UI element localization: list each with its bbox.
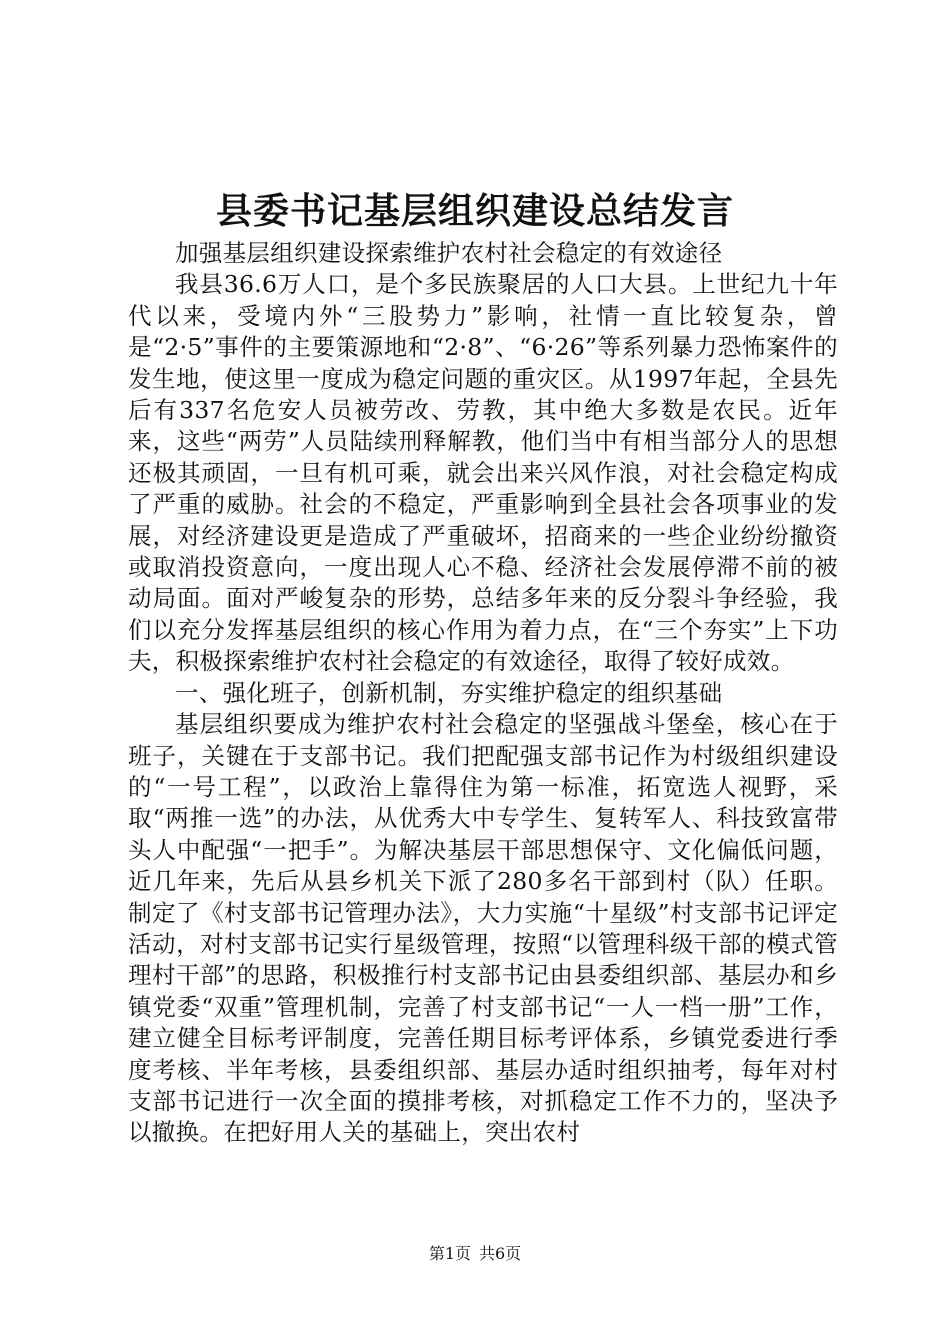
body-paragraph-section-one: 基层组织要成为维护农村社会稳定的坚强战斗堡垒，核心在于班子，关键在于支部书记。我们把配强支部书记作为村级组织建设的“一号工程”，以政治上靠得住为第一标准，拓宽选人视野，采取“两推一选”的办法，从优秀大中专学生、复转军人、科技致富带头人中配强“一把手”。为解决基层干部思想保守、文化偏低问题，近几年来，先后从县乡机关下派了280多名干部到村（队）任职。制定了《村支部书记管理办法》，大力实施“十星级”村支部书记评定活动，对村支部书记实行星级管理，按照“以管理科级干部的模式管理村干部”的思路，积极推行村支部书记由县委组织部、基层办和乡镇党委“双重”管理机制，完善了村支部书记“一人一档一册”工作，建立健全目标考评制度，完善任期目标考评体系，乡镇党委进行季度考核、半年考核，县委组织部、基层办适时组织抽考，每年对村支部书记进行一次全面的摸排考核，对抓稳定工作不力的，坚决予以撤换。在把好用人关的基础上，突出农村 [128, 710, 838, 1147]
page-total: 共6页 [479, 1244, 522, 1263]
subtitle-paragraph: 加强基层组织建设探索维护农村社会稳定的有效途径 [175, 239, 723, 267]
page-number: 第1页 [428, 1244, 471, 1263]
page-footer [0, 1243, 950, 1265]
document-title: 县委书记基层组织建设总结发言 [215, 190, 734, 232]
section-heading: 一、强化班子，创新机制，夯实维护稳定的组织基础 [175, 678, 723, 707]
document-body [128, 238, 838, 1149]
body-paragraph-intro: 我县36.6万人口，是个多民族聚居的人口大县。上世纪九十年代以来，受境内外“三股势力”影响，社情一直比较复杂，曾是“2·5”事件的主要策源地和“2·8”、“6·26”等系列暴力恐怖案件的发生地，使这里一度成为稳定问题的重灾区。从1997年起，全县先后有337名危安人员被劳改、劳教，其中绝大多数是农民。近年来，这些“两劳”人员陆续刑释解教，他们当中有相当部分人的思想还极其顽固，一旦有机可乘，就会出来兴风作浪，对社会稳定构成了严重的威胁。社会的不稳定，严重影响到全县社会各项事业的发展，对经济建设更是造成了严重破坏，招商来的一些企业纷纷撤资或取消投资意向，一度出现人心不稳、经济社会发展停滞不前的被动局面。面对严峻复杂的形势，总结多年来的反分裂斗争经验，我们以充分发挥基层组织的核心作用为着力点，在“三个夯实”上下功夫，积极探索维护农村社会稳定的有效途径，取得了较好成效。 [128, 270, 838, 676]
